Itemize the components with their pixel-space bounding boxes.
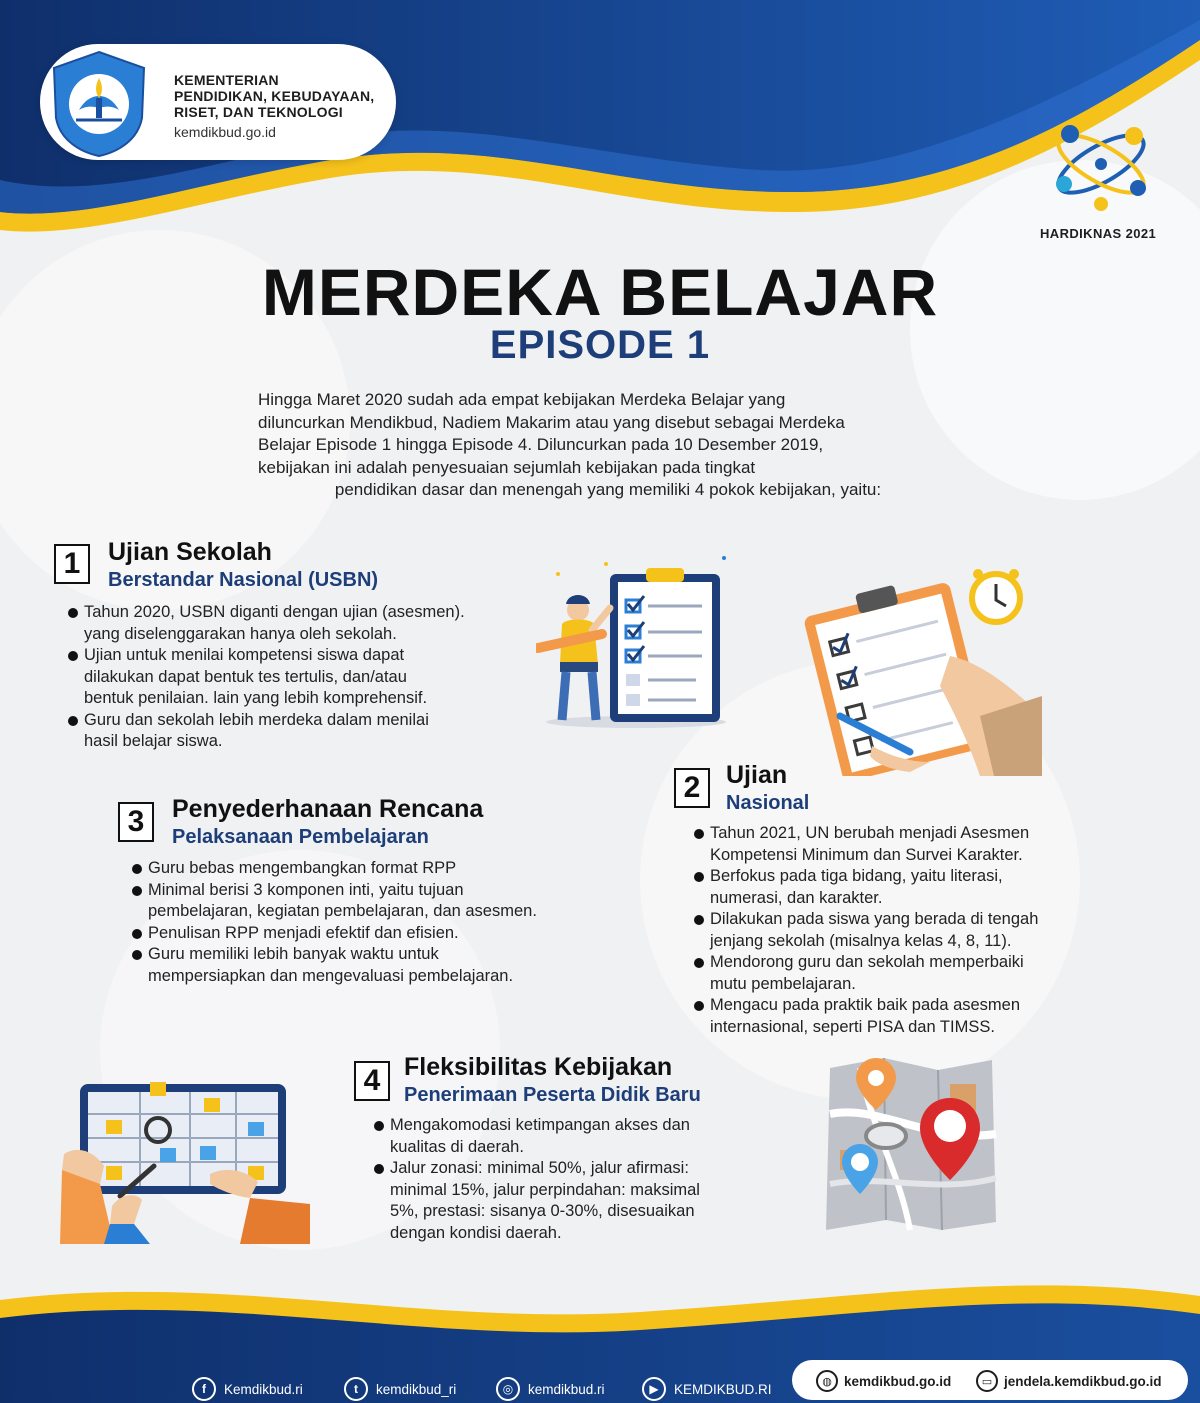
intro-line: pendidikan dasar dan menengah yang memiliki 4 pokok kebijakan, yaitu: <box>334 480 882 499</box>
list-item: Mendorong guru dan sekolah memperbaiki mutu pembelajaran. <box>692 952 1132 995</box>
website-label: jendela.kemdikbud.go.id <box>1004 1373 1162 1389</box>
planning-board-illustration <box>60 1074 310 1244</box>
list-item: Tahun 2021, UN berubah menjadi Asesmen Kompetensi Minimum dan Survei Karakter. <box>692 823 1132 866</box>
list-item: Minimal berisi 3 komponen inti, yaitu tujuan pembelajaran, kegiatan pembelajaran, dan asesmen. <box>130 880 630 923</box>
list-item: Penulisan RPP menjadi efektif dan efisien. <box>130 923 630 945</box>
social-label: KEMDIKBUD.RI <box>674 1381 772 1397</box>
twitter-icon: t <box>344 1377 368 1401</box>
map-illustration <box>820 1054 1002 1234</box>
list-item: Tahun 2020, USBN diganti dengan ujian (asesmen). yang diselenggarakan hanya oleh sekolah. <box>66 602 546 645</box>
ministry-line: RISET, DAN TEKNOLOGI <box>174 104 343 120</box>
instagram-icon: ◎ <box>496 1377 520 1401</box>
section-1-title: Ujian Sekolah <box>108 538 272 566</box>
section-3-title: Penyederhanaan Rencana <box>172 795 484 823</box>
event-label: HARDIKNAS 2021 <box>1040 226 1157 241</box>
intro-line: Belajar Episode 1 hingga Episode 4. Diluncurkan pada 10 Desember 2019, <box>258 435 824 454</box>
section-1-bullets <box>66 602 546 753</box>
social-label: kemdikbud.ri <box>528 1381 605 1397</box>
social-youtube[interactable] <box>642 1376 772 1402</box>
intro-line: diluncurkan Mendikbud, Nadiem Makarim atau yang disebut sebagai Merdeka <box>258 412 845 432</box>
ministry-line: PENDIDIKAN, KEBUDAYAAN, <box>174 88 375 104</box>
main-title: MERDEKA BELAJAR <box>261 255 939 329</box>
tut-wuri-handayani-emblem <box>46 48 152 158</box>
window-icon: ▭ <box>976 1370 998 1392</box>
section-number-2: 2 <box>674 768 710 808</box>
list-item: Mengakomodasi ketimpangan akses dan kualitas di daerah. <box>372 1115 792 1158</box>
social-label: Kemdikbud.ri <box>224 1381 303 1397</box>
social-instagram[interactable] <box>496 1376 605 1402</box>
intro-paragraph <box>258 389 958 502</box>
ministry-url: kemdikbud.go.id <box>174 124 276 140</box>
website-jendela[interactable] <box>976 1370 1162 1392</box>
list-item: Berfokus pada tiga bidang, yaitu literasi, numerasi, dan karakter. <box>692 866 1132 909</box>
section-number-3: 3 <box>118 802 154 842</box>
youtube-icon: ▶ <box>642 1377 666 1401</box>
section-3-bullets <box>130 858 630 987</box>
facebook-icon: f <box>192 1377 216 1401</box>
section-3-subtitle: Pelaksanaan Pembelajaran <box>172 826 429 848</box>
list-item: Ujian untuk menilai kompetensi siswa dapat dilakukan dapat bentuk tes tertulis, dan/atau bentuk penilaian. lain yang lebih komprehensif. <box>66 645 546 710</box>
section-number-1: 1 <box>54 544 90 584</box>
list-item: Guru bebas mengembangkan format RPP <box>130 858 630 880</box>
social-facebook[interactable] <box>192 1376 303 1402</box>
section-4-subtitle: Penerimaan Peserta Didik Baru <box>404 1084 701 1106</box>
globe-icon: ◍ <box>816 1370 838 1392</box>
ministry-name <box>174 72 394 120</box>
section-2-subtitle: Nasional <box>726 792 810 814</box>
website-kemdikbud[interactable] <box>816 1370 951 1392</box>
intro-line: Hingga Maret 2020 sudah ada empat kebijakan Merdeka Belajar yang <box>258 390 786 409</box>
website-label: kemdikbud.go.id <box>844 1373 952 1389</box>
social-twitter[interactable] <box>344 1376 456 1402</box>
section-number-4: 4 <box>354 1061 390 1101</box>
intro-line: kebijakan ini adalah penyesuaian sejumlah kebijakan pada tingkat <box>258 457 756 477</box>
list-item: Jalur zonasi: minimal 50%, jalur afirmasi: minimal 15%, jalur perpindahan: maksimal 5%, prestasi: sisanya 0-30%, disesuaikan dengan kondisi daerah. <box>372 1158 792 1244</box>
list-item: Guru memiliki lebih banyak waktu untuk mempersiapkan dan mengevaluasi pembelajaran. <box>130 944 630 987</box>
section-4-bullets <box>372 1115 792 1244</box>
sub-title: EPISODE 1 <box>489 323 711 367</box>
checklist-illustration <box>536 544 736 730</box>
section-1-subtitle: Berstandar Nasional (USBN) <box>108 569 379 591</box>
list-item: Guru dan sekolah lebih merdeka dalam menilai hasil belajar siswa. <box>66 710 546 753</box>
hardiknas-logo <box>1046 112 1156 216</box>
list-item: Dilakukan pada siswa yang berada di tengah jenjang sekolah (misalnya kelas 4, 8, 11). <box>692 909 1132 952</box>
list-item: Mengacu pada praktik baik pada asesmen internasional, seperti PISA dan TIMSS. <box>692 995 1132 1038</box>
social-label: kemdikbud_ri <box>376 1381 457 1397</box>
section-4-title: Fleksibilitas Kebijakan <box>404 1053 673 1081</box>
section-2-bullets <box>692 823 1132 1038</box>
ministry-line: KEMENTERIAN <box>174 72 279 88</box>
clipboard-illustration <box>780 566 1050 776</box>
section-2-title: Ujian <box>726 761 788 789</box>
